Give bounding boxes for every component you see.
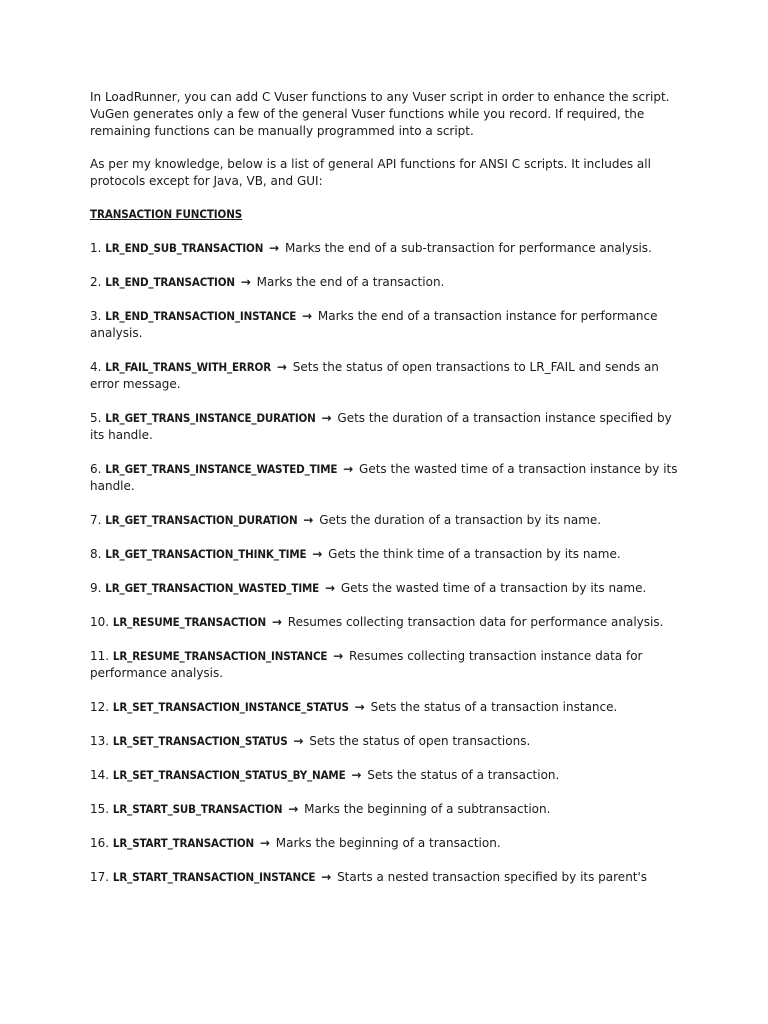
arrow-right-icon: → <box>351 768 362 782</box>
list-item-number: 8. <box>90 547 102 561</box>
list-item-number: 11. <box>90 649 110 663</box>
function-description: Gets the duration of a transaction by its name. <box>319 513 602 527</box>
arrow-right-icon: → <box>312 547 323 561</box>
arrow-right-icon: → <box>259 836 270 850</box>
list-item-number: 4. <box>90 360 102 374</box>
list-item-number: 15. <box>90 802 110 816</box>
list-item <box>90 546 682 563</box>
function-description: Gets the wasted time of a transaction instance by its handle. <box>90 462 678 493</box>
function-description: Marks the end of a transaction instance for performance analysis. <box>90 309 658 340</box>
arrow-right-icon: → <box>303 513 314 527</box>
function-description: Resumes collecting transaction instance data for performance analysis. <box>90 649 643 680</box>
list-item-number: 10. <box>90 615 110 629</box>
function-name: LR_START_TRANSACTION_INSTANCE <box>112 870 316 884</box>
list-item <box>90 410 682 444</box>
arrow-right-icon: → <box>240 275 251 289</box>
function-description: Gets the duration of a transaction instance specified by its handle. <box>90 411 672 442</box>
list-item <box>90 733 682 750</box>
function-description: Resumes collecting transaction data for performance analysis. <box>287 615 664 629</box>
list-item-number: 9. <box>90 581 102 595</box>
arrow-right-icon: → <box>343 462 354 476</box>
function-description: Sets the status of a transaction. <box>367 768 560 782</box>
function-name: LR_START_SUB_TRANSACTION <box>112 802 283 816</box>
function-name: LR_GET_TRANSACTION_THINK_TIME <box>105 547 307 561</box>
function-name: LR_GET_TRANSACTION_WASTED_TIME <box>105 581 320 595</box>
arrow-right-icon: → <box>321 411 332 425</box>
arrow-right-icon: → <box>302 309 313 323</box>
list-item <box>90 835 682 852</box>
document-page <box>90 89 682 903</box>
function-name: LR_RESUME_TRANSACTION_INSTANCE <box>112 649 328 663</box>
function-description: Sets the status of open transactions. <box>309 734 531 748</box>
function-name: LR_GET_TRANS_INSTANCE_DURATION <box>105 411 316 425</box>
function-name: LR_END_SUB_TRANSACTION <box>105 241 264 255</box>
function-name: LR_FAIL_TRANS_WITH_ERROR <box>105 360 272 374</box>
function-name: LR_RESUME_TRANSACTION <box>112 615 267 629</box>
list-item-number: 16. <box>90 836 110 850</box>
list-item <box>90 461 682 495</box>
arrow-right-icon: → <box>276 360 287 374</box>
function-name: LR_SET_TRANSACTION_INSTANCE_STATUS <box>112 700 349 714</box>
function-description: Marks the end of a transaction. <box>256 275 445 289</box>
list-item-number: 2. <box>90 275 102 289</box>
list-item <box>90 308 682 342</box>
list-item-number: 6. <box>90 462 102 476</box>
function-list <box>90 240 682 886</box>
list-item-number: 3. <box>90 309 102 323</box>
list-item <box>90 512 682 529</box>
function-description: Sets the status of a transaction instance. <box>370 700 618 714</box>
function-name: LR_SET_TRANSACTION_STATUS <box>112 734 288 748</box>
list-item-number: 14. <box>90 768 110 782</box>
intro-paragraph-1: In LoadRunner, you can add C Vuser functions to any Vuser script in order to enhance the script. VuGen generates only a few of the general Vuser functions while you record. If required, the remaining functions can be manually programmed into a script. <box>90 90 670 138</box>
list-item <box>90 767 682 784</box>
arrow-right-icon: → <box>321 870 332 884</box>
list-item <box>90 240 682 257</box>
function-description: Starts a nested transaction specified by its parent's <box>337 870 648 884</box>
intro-paragraph-2: As per my knowledge, below is a list of general API functions for ANSI C scripts. It includes all protocols except for Java, VB, and GUI: <box>90 157 651 188</box>
arrow-right-icon: → <box>354 700 365 714</box>
function-name: LR_GET_TRANS_INSTANCE_WASTED_TIME <box>105 462 338 476</box>
function-description: Marks the beginning of a subtransaction. <box>304 802 551 816</box>
list-item-number: 5. <box>90 411 102 425</box>
function-name: LR_END_TRANSACTION <box>105 275 235 289</box>
function-description: Gets the think time of a transaction by its name. <box>328 547 621 561</box>
arrow-right-icon: → <box>271 615 282 629</box>
list-item-number: 13. <box>90 734 110 748</box>
function-description: Sets the status of open transactions to LR_FAIL and sends an error message. <box>90 360 659 391</box>
list-item-number: 17. <box>90 870 110 884</box>
function-description: Marks the beginning of a transaction. <box>275 836 501 850</box>
list-item <box>90 801 682 818</box>
list-item-number: 7. <box>90 513 102 527</box>
function-name: LR_START_TRANSACTION <box>112 836 255 850</box>
section-heading: TRANSACTION FUNCTIONS <box>90 207 243 221</box>
arrow-right-icon: → <box>293 734 304 748</box>
function-name: LR_GET_TRANSACTION_DURATION <box>105 513 298 527</box>
list-item <box>90 869 682 886</box>
arrow-right-icon: → <box>288 802 299 816</box>
arrow-right-icon: → <box>269 241 280 255</box>
arrow-right-icon: → <box>324 581 335 595</box>
list-item <box>90 580 682 597</box>
list-item <box>90 359 682 393</box>
list-item <box>90 274 682 291</box>
list-item-number: 1. <box>90 241 102 255</box>
function-description: Gets the wasted time of a transaction by its name. <box>340 581 647 595</box>
function-description: Marks the end of a sub-transaction for performance analysis. <box>284 241 652 255</box>
arrow-right-icon: → <box>333 649 344 663</box>
function-name: LR_END_TRANSACTION_INSTANCE <box>105 309 297 323</box>
list-item <box>90 614 682 631</box>
list-item <box>90 699 682 716</box>
list-item-number: 12. <box>90 700 110 714</box>
function-name: LR_SET_TRANSACTION_STATUS_BY_NAME <box>112 768 346 782</box>
list-item <box>90 648 682 682</box>
